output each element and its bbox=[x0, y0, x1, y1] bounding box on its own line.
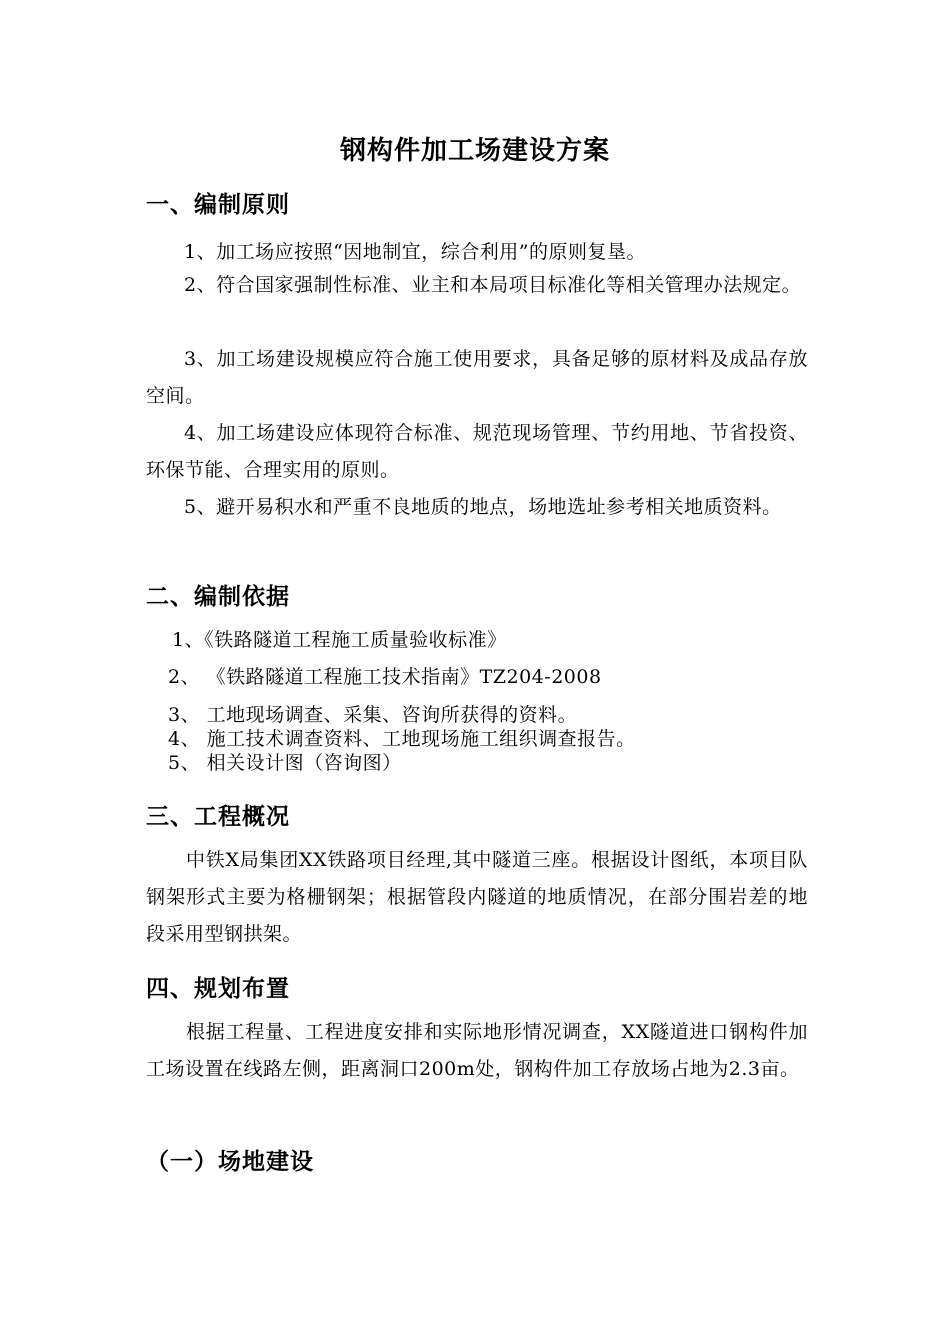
document-title: 钢构件加工场建设方案 bbox=[339, 136, 610, 166]
principle-item-4: 4、加工场建设应体现符合标准、规范现场管理、节约用地、节省投资、环保节能、合理实用的原则。 bbox=[146, 422, 808, 481]
section-heading-principles: 一、编制原则 bbox=[146, 192, 290, 218]
overview-paragraph: 中铁X局集团XX铁路项目经理,其中隧道三座。根据设计图纸，本项目队钢架形式主要为格栅钢架；根据管段内隧道的地质情况，在部分围岩差的地段采用型钢拱架。 bbox=[146, 849, 808, 945]
subsection-heading-site: （一）场地建设 bbox=[146, 1149, 314, 1175]
layout-paragraph: 根据工程量、工程进度安排和实际地形情况调查，XX隧道进口钢构件加工场设置在线路左侧，距离洞口200m处，钢构件加工存放场占地为2.3亩。 bbox=[146, 1021, 808, 1080]
principle-item-2: 2、符合国家强制性标准、业主和本局项目标准化等相关管理办法规定。 bbox=[184, 274, 802, 296]
basis-item-4: 4、 施工技术调查资料、工地现场施工组织调查报告。 bbox=[168, 728, 636, 750]
basis-item-2: 2、 《铁路隧道工程施工技术指南》TZ204-2008 bbox=[168, 666, 602, 688]
principle-item-3: 3、加工场建设规模应符合施工使用要求，具备足够的原材料及成品存放空间。 bbox=[146, 348, 808, 407]
basis-item-3: 3、 工地现场调查、采集、咨询所获得的资料。 bbox=[168, 704, 578, 726]
section-heading-layout: 四、规划布置 bbox=[146, 976, 290, 1002]
principle-item-5: 5、避开易积水和严重不良地质的地点，场地选址参考相关地质资料。 bbox=[184, 496, 782, 518]
section-heading-basis: 二、编制依据 bbox=[146, 584, 290, 610]
principle-item-1: 1、加工场应按照“因地制宜，综合利用”的原则复垦。 bbox=[184, 241, 647, 263]
section-heading-overview: 三、工程概况 bbox=[146, 804, 290, 830]
basis-item-5: 5、 相关设计图（咨询图） bbox=[168, 752, 402, 774]
basis-item-1: 1、《铁路隧道工程施工质量验收标准》 bbox=[172, 629, 507, 651]
